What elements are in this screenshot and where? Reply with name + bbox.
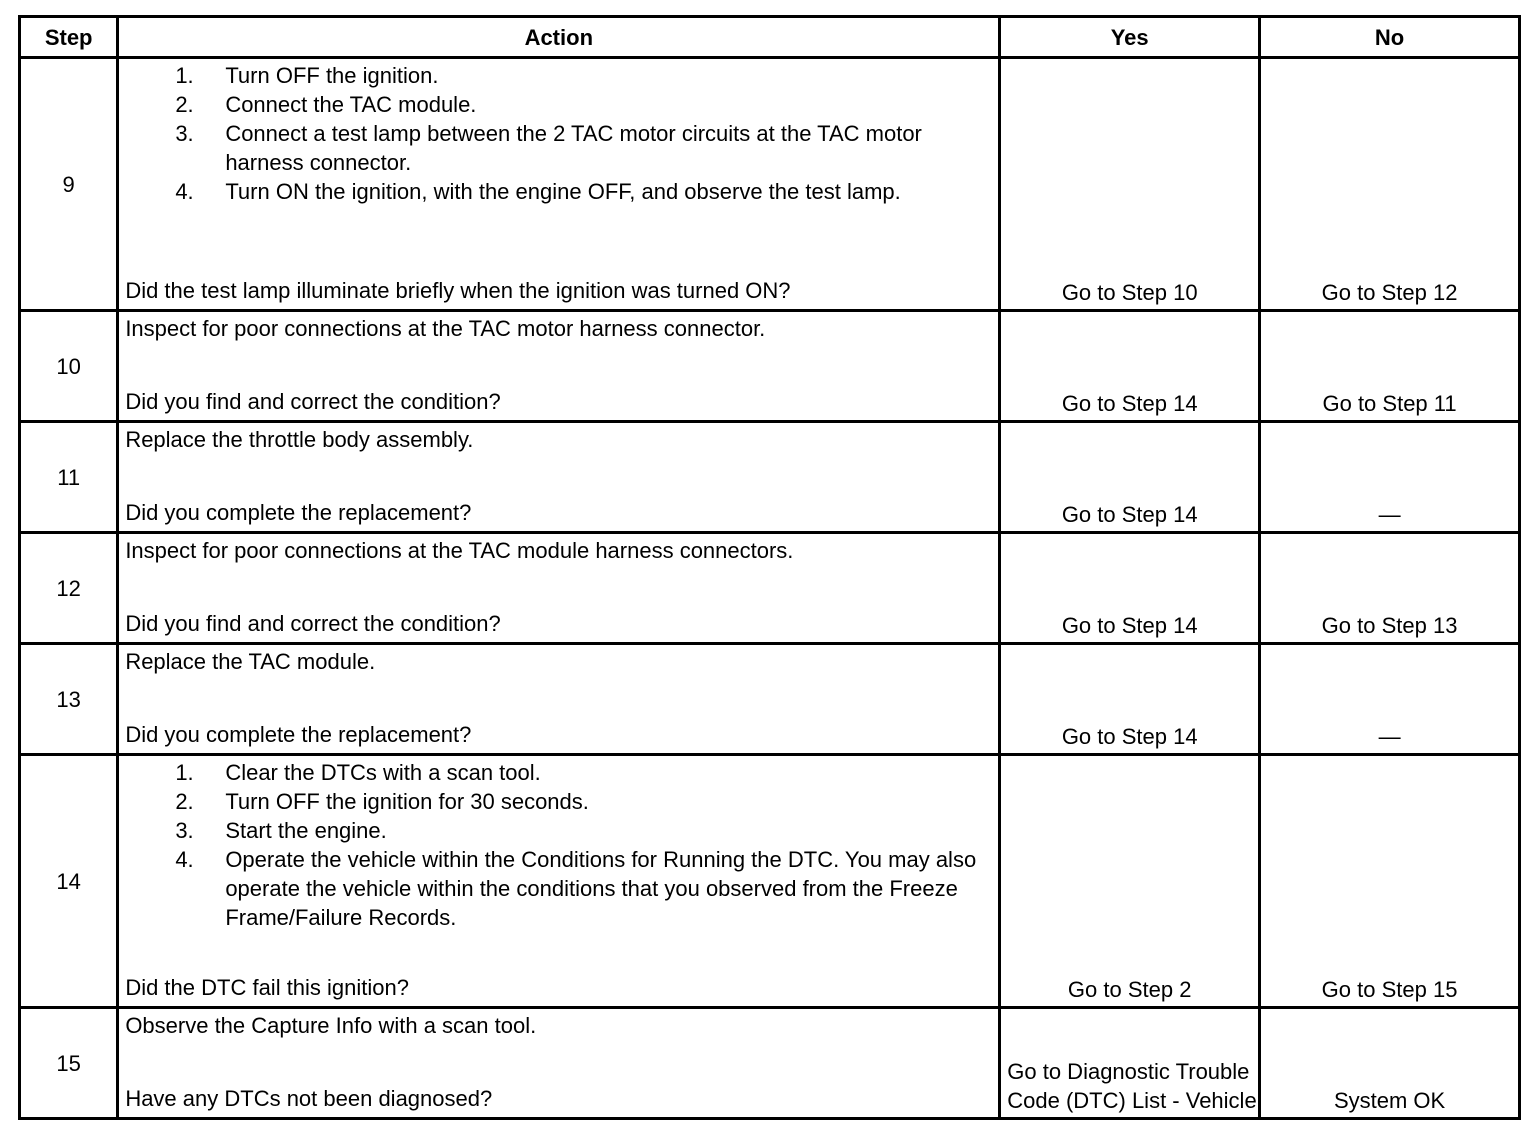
- table-row-step-15: [21, 1009, 1518, 1117]
- table-row-step-13: [21, 645, 1518, 753]
- table-row-step-14: [21, 756, 1518, 1006]
- no-cell: Go to Step 12: [1261, 59, 1518, 309]
- action-cell: [119, 312, 998, 420]
- list-item: 1. Clear the DTCs with a scan tool.: [175, 760, 541, 785]
- list-item: 2. Turn OFF the ignition for 30 seconds.: [175, 789, 589, 814]
- question-text: Have any DTCs not been diagnosed?: [125, 1086, 493, 1111]
- yes-cell: Go to Step 14: [1001, 645, 1258, 753]
- yes-cell: Go to Step 14: [1001, 534, 1258, 642]
- table-row-step-12: [21, 534, 1518, 642]
- diagnostic-table: [18, 15, 1521, 1120]
- list-item: 1. Turn OFF the ignition.: [175, 63, 439, 88]
- instruction-list: [125, 59, 992, 206]
- no-cell: Go to Step 15: [1261, 756, 1518, 1006]
- question-text: Did you complete the replacement?: [125, 722, 472, 747]
- yes-cell: Go to Diagnostic Trouble Code (DTC) List - Vehicle: [1001, 1009, 1258, 1117]
- no-cell: —: [1261, 645, 1518, 753]
- step-number: 12: [21, 534, 116, 642]
- instruction-text: Observe the Capture Info with a scan tool.: [125, 1013, 537, 1038]
- question-text: Did you complete the replacement?: [125, 500, 472, 525]
- list-item: 2. Connect the TAC module.: [175, 92, 477, 117]
- step-number: 14: [21, 756, 116, 1006]
- question-text: Did the DTC fail this ignition?: [125, 975, 409, 1000]
- instruction-list: [125, 756, 992, 932]
- header-yes: Yes: [1001, 18, 1258, 56]
- step-number: 10: [21, 312, 116, 420]
- list-item: 4. Operate the vehicle within the Conditions for Running the DTC. You may also operate the vehicle within the conditions that you observed from the Freeze Frame/Failure Records.: [175, 847, 977, 930]
- instruction-text: Replace the TAC module.: [125, 649, 376, 674]
- header-step: Step: [21, 18, 116, 56]
- list-item: 3. Connect a test lamp between the 2 TAC motor circuits at the TAC motor harness connector.: [175, 121, 922, 175]
- step-number: 15: [21, 1009, 116, 1117]
- action-cell: [119, 59, 998, 309]
- action-cell: [119, 534, 998, 642]
- no-cell: System OK: [1261, 1009, 1518, 1117]
- list-item: 3. Start the engine.: [175, 818, 387, 843]
- action-cell: [119, 756, 998, 1006]
- step-number: 11: [21, 423, 116, 531]
- header-action: Action: [119, 18, 998, 56]
- action-cell: [119, 1009, 998, 1117]
- step-number: 13: [21, 645, 116, 753]
- question-text: Did you find and correct the condition?: [125, 389, 501, 414]
- step-number: 9: [21, 59, 116, 309]
- instruction-text: Replace the throttle body assembly.: [125, 427, 474, 452]
- action-cell: [119, 423, 998, 531]
- action-cell: [119, 645, 998, 753]
- instruction-text: Inspect for poor connections at the TAC module harness connectors.: [125, 538, 794, 563]
- question-text: Did the test lamp illuminate briefly when the ignition was turned ON?: [125, 278, 791, 303]
- header-no: No: [1261, 18, 1518, 56]
- no-cell: —: [1261, 423, 1518, 531]
- no-cell: Go to Step 11: [1261, 312, 1518, 420]
- yes-cell: Go to Step 10: [1001, 59, 1258, 309]
- instruction-text: Inspect for poor connections at the TAC motor harness connector.: [125, 316, 766, 341]
- question-text: Did you find and correct the condition?: [125, 611, 501, 636]
- header-row: [21, 18, 1518, 56]
- table-row-step-9: [21, 59, 1518, 309]
- table-row-step-10: [21, 312, 1518, 420]
- yes-cell: Go to Step 14: [1001, 312, 1258, 420]
- yes-cell: Go to Step 2: [1001, 756, 1258, 1006]
- list-item: 4. Turn ON the ignition, with the engine OFF, and observe the test lamp.: [175, 179, 901, 204]
- yes-cell: Go to Step 14: [1001, 423, 1258, 531]
- no-cell: Go to Step 13: [1261, 534, 1518, 642]
- table-row-step-11: [21, 423, 1518, 531]
